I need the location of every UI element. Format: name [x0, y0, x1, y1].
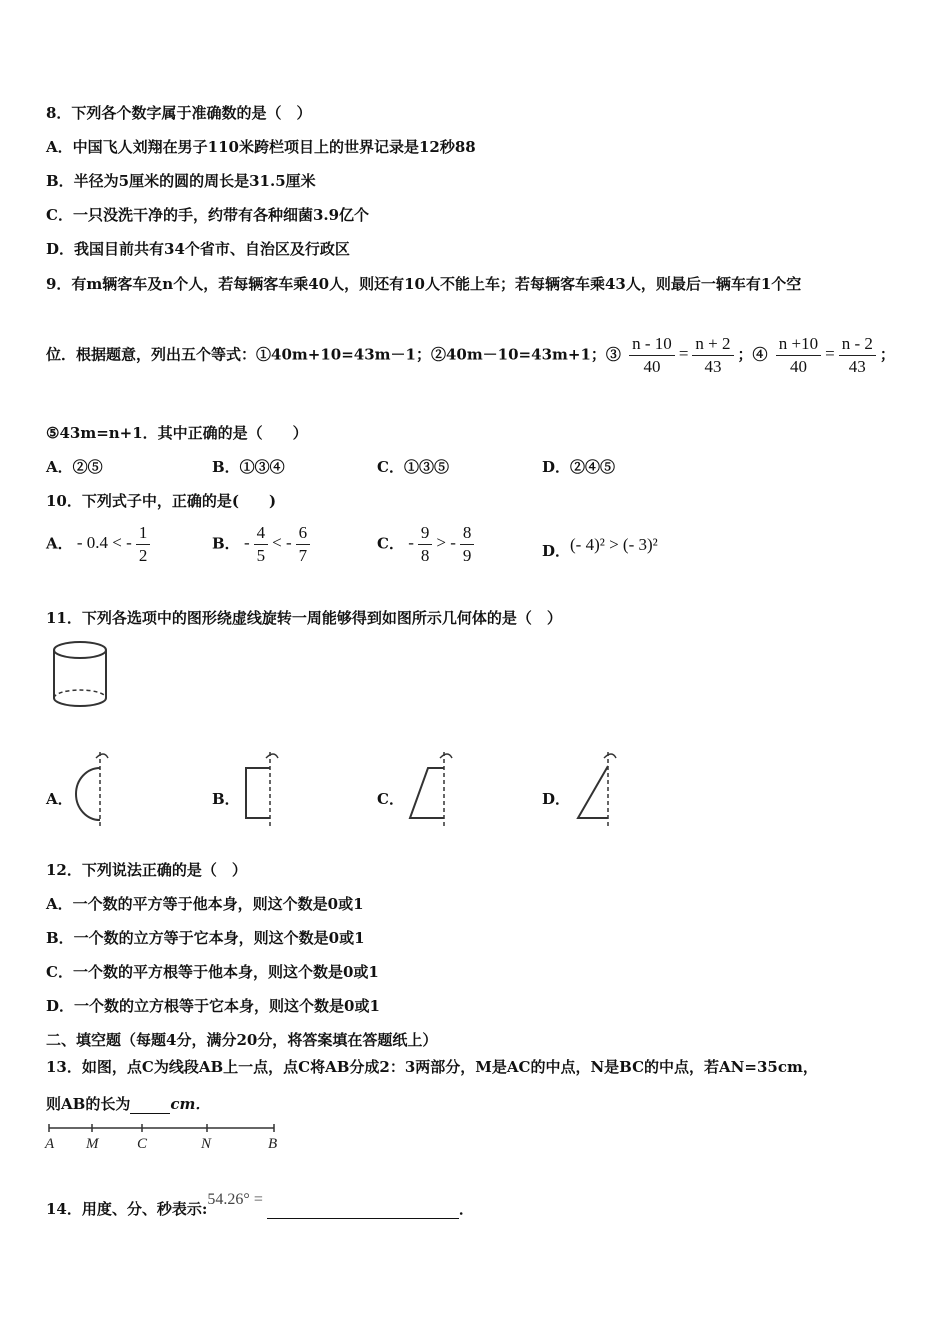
point-c-label: C — [137, 1136, 148, 1152]
minus-sign: - — [243, 533, 250, 553]
q9-separator: ；④ — [737, 345, 768, 364]
q11-option-c: C． — [377, 790, 404, 808]
q13-stem-line1: 13．如图，点C为线段AB上一点，点C将AB分成2：3两部分，M是AC的中点，N是BC的中点，若AN=35cm， — [46, 1058, 818, 1076]
segment-ab-diagram — [44, 1122, 294, 1152]
option-label: B． — [212, 534, 240, 553]
section-title: 二、填空题（每题4分，满分20分，将答案填在答题纸上） — [46, 1031, 438, 1049]
option-label: D． — [542, 542, 571, 560]
rectangle-figure — [240, 748, 290, 830]
option-label: C． — [377, 534, 404, 553]
q9-option-a: A．②⑤ — [46, 458, 103, 476]
q14-stem — [46, 1191, 474, 1219]
q8-option-b: B．半径为5厘米的圆的周长是31.5厘米 — [46, 172, 316, 190]
q10-option-a — [46, 522, 154, 567]
q11-option-a: A． — [46, 790, 73, 808]
q9-fraction-3b: $\frac{n + 2}{43}$ — [692, 333, 733, 378]
q9-equations-text: 位．根据题意，列出五个等式：①40m+10=43m－1；②40m－10=43m+1；③ — [46, 345, 621, 364]
q10-option-c — [377, 522, 478, 567]
q13-stem-line2 — [46, 1093, 210, 1114]
q10-option-b — [212, 522, 314, 567]
q14-prefix: 14．用度、分、秒表示: — [46, 1200, 208, 1218]
q12-option-d: D．一个数的立方根等于它本身，则这个数是0或1 — [46, 997, 380, 1015]
q8-stem: 8．下列各个数字属于准确数的是（ ） — [46, 104, 312, 122]
q8-option-d: D．我国目前共有34个省市、自治区及行政区 — [46, 240, 350, 258]
equals-sign: = — [678, 344, 689, 364]
q10-b-relation: < - — [272, 533, 292, 553]
q10-option-d — [542, 535, 658, 561]
half-circle-figure — [68, 748, 118, 830]
q10-c-fraction-1: $\frac{9}{8}$ — [418, 522, 433, 567]
q12-option-b: B．一个数的立方等于它本身，则这个数是0或1 — [46, 929, 365, 947]
q12-option-a: A．一个数的平方等于他本身，则这个数是0或1 — [46, 895, 364, 913]
q10-d-expr: (- 4)² > (- 3)² — [570, 535, 658, 554]
q9-stem-line2 — [46, 333, 895, 378]
q8-option-a: A．中国飞人刘翔在男子110米跨栏项目上的世界记录是12秒88 — [46, 138, 476, 156]
q13-answer-blank — [130, 1095, 170, 1114]
trapezoid-figure — [402, 748, 462, 830]
point-n-label: N — [201, 1136, 212, 1152]
q10-b-fraction-2: $\frac{6}{7}$ — [296, 522, 311, 567]
q10-a-expr: - 0.4 < - — [76, 533, 132, 553]
q14-answer-blank — [267, 1200, 459, 1219]
q9-option-b: B．①③④ — [212, 458, 285, 476]
q10-c-fraction-2: $\frac{8}{9}$ — [460, 522, 475, 567]
q14-period: ． — [458, 1200, 474, 1218]
q9-end: ； — [879, 345, 895, 364]
triangle-figure — [568, 748, 628, 830]
cylinder-figure — [50, 640, 112, 712]
q9-option-d: D．②④⑤ — [542, 458, 616, 476]
q10-c-relation: > - — [436, 533, 456, 553]
minus-sign: - — [408, 533, 414, 553]
q10-a-fraction: $\frac{1}{2}$ — [136, 522, 151, 567]
q13-unit: cm． — [170, 1095, 211, 1113]
q10-b-fraction-1: $\frac{4}{5}$ — [254, 522, 269, 567]
q13-prefix: 则AB的长为 — [46, 1095, 131, 1113]
point-a-label: A — [45, 1136, 55, 1152]
q11-option-d: D． — [542, 790, 571, 808]
q9-stem-line3: ⑤43m=n+1．其中正确的是（ ） — [46, 424, 308, 442]
point-m-label: M — [86, 1136, 99, 1152]
q11-option-b: B． — [212, 790, 240, 808]
q9-stem-line1: 9．有m辆客车及n个人，若每辆客车乘40人，则还有10人不能上车；若每辆客车乘43人，则最后一辆车有1个空 — [46, 275, 802, 293]
q14-expression: 54.26° = — [207, 1191, 263, 1208]
q12-stem: 12．下列说法正确的是（ ） — [46, 861, 247, 879]
q12-option-c: C．一个数的平方根等于他本身，则这个数是0或1 — [46, 963, 379, 981]
q9-fraction-3a: $\frac{n - 10}{40}$ — [629, 333, 675, 378]
option-label: A． — [46, 534, 73, 553]
q9-fraction-4a: $\frac{n +10}{40}$ — [776, 333, 821, 378]
equals-sign: = — [825, 344, 835, 364]
q8-option-c: C．一只没洗干净的手，约带有各种细菌3.9亿个 — [46, 206, 370, 224]
q9-option-c: C．①③⑤ — [377, 458, 449, 476]
q11-stem: 11．下列各选项中的图形绕虚线旋转一周能够得到如图所示几何体的是（ ） — [46, 609, 562, 627]
point-b-label: B — [268, 1136, 278, 1152]
q9-fraction-4b: $\frac{n - 2}{43}$ — [839, 333, 876, 378]
q10-stem: 10．下列式子中，正确的是( ) — [46, 492, 277, 510]
